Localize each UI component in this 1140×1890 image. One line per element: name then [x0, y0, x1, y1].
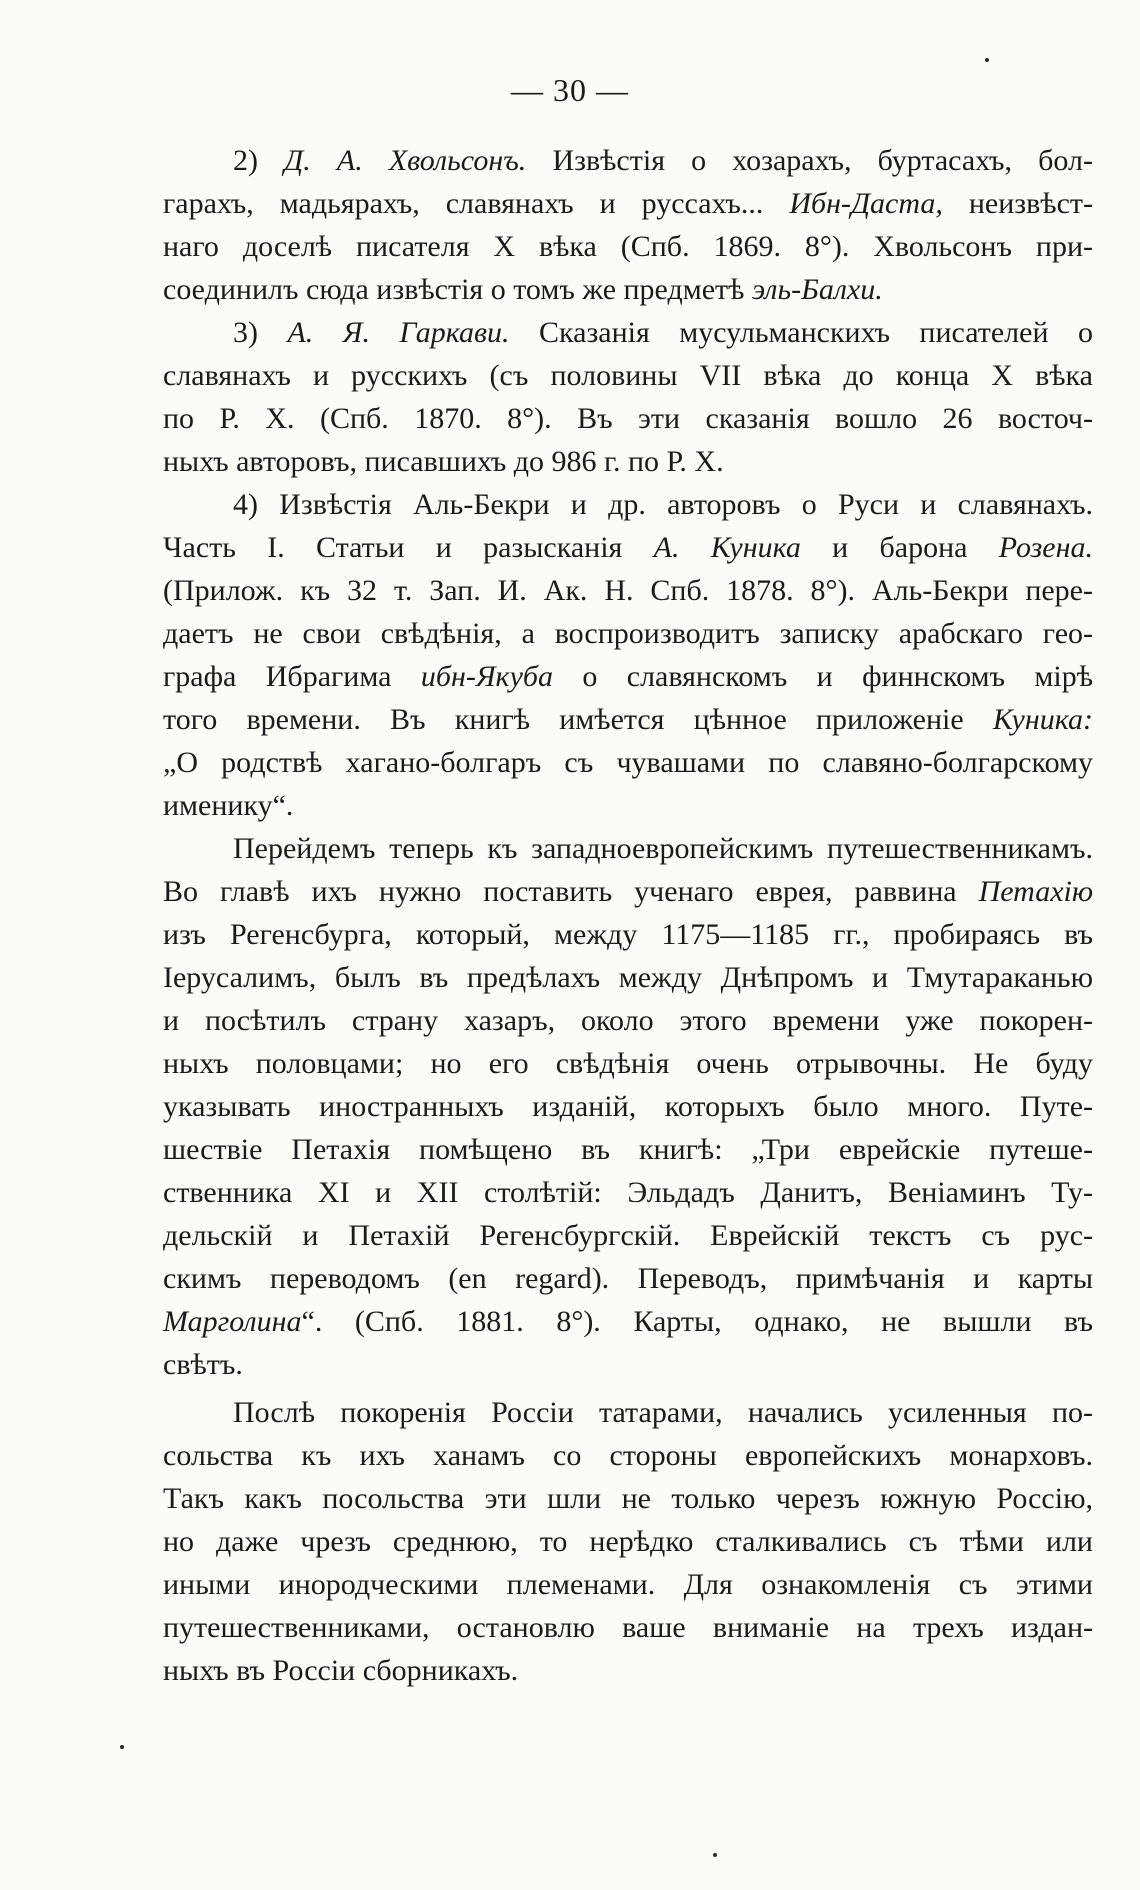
text-segment: изъ Регенсбурга, который, между 1175—1185 гг., пробираясь въ — [163, 918, 1093, 951]
text-line — [163, 613, 1093, 655]
text-line — [163, 1258, 1093, 1300]
text-line — [163, 742, 1093, 784]
text-segment: славянахъ и русскихъ (съ половины VII вѣка до конца X вѣка — [163, 359, 1093, 392]
text-segment: “. (Спб. 1881. 8°). Карты, однако, не вышли въ — [301, 1305, 1093, 1338]
text-line — [163, 398, 1093, 440]
scan-speck — [985, 58, 989, 62]
text-segment: и посѣтилъ страну хазаръ, около этого времени уже покорен- — [163, 1004, 1093, 1037]
text-segment: скимъ переводомъ (en regard). Переводъ, примѣчанія и карты — [163, 1262, 1093, 1295]
text-line — [163, 355, 1093, 397]
text-segment: свѣтъ. — [163, 1348, 243, 1381]
text-line — [163, 914, 1093, 956]
italic-segment: А. Я. Гаркави. — [287, 316, 510, 349]
text-line — [163, 1564, 1093, 1606]
italic-segment: Д. А. Хвольсонъ. — [284, 144, 527, 177]
scan-speck — [713, 1853, 717, 1857]
text-segment: путешественниками, остановлю ваше вниманіе на трехъ издан- — [163, 1611, 1093, 1644]
text-line — [163, 1043, 1093, 1085]
text-segment: ственника XI и XII столѣтій: Эльдадъ Данитъ, Веніаминъ Ту- — [163, 1176, 1093, 1209]
text-segment: Часть I. Статьи и разысканія — [163, 531, 654, 564]
italic-segment: Куника: — [992, 703, 1093, 736]
text-line — [163, 441, 1093, 483]
text-segment: неизвѣст- — [942, 187, 1093, 220]
italic-segment: эль-Балхи. — [751, 273, 883, 306]
text-segment: ныхъ авторовъ, писавшихъ до 986 г. по Р. X. — [163, 445, 724, 478]
text-line — [233, 1392, 1093, 1434]
italic-segment: Розена. — [998, 531, 1093, 564]
text-line — [163, 871, 1093, 913]
text-segment: дельскій и Петахій Регенсбургскій. Еврейскій текстъ съ рус- — [163, 1219, 1093, 1252]
text-line — [163, 957, 1093, 999]
text-segment: гарахъ, мадьярахъ, славянахъ и руссахъ... — [163, 187, 790, 220]
text-segment: и барона — [800, 531, 999, 564]
text-line — [163, 1000, 1093, 1042]
text-segment: даетъ не свои свѣдѣнія, а воспроизводитъ записку арабскаго гео- — [163, 617, 1093, 650]
text-line — [163, 226, 1093, 268]
text-segment: Послѣ покоренія Россіи татарами, начались усиленныя по- — [233, 1396, 1093, 1429]
page-number: — 30 — — [511, 72, 629, 108]
text-segment: 4) Извѣстія Аль-Бекри и др. авторовъ о Руси и славянахъ. — [233, 488, 1093, 521]
text-segment: Такъ какъ посольства эти шли не только черезъ южную Россію, — [163, 1482, 1093, 1515]
text-line — [233, 140, 1093, 182]
text-segment: 2) — [233, 144, 285, 177]
text-segment: соединилъ сюда извѣстія о томъ же предметѣ — [163, 273, 752, 306]
text-line — [163, 1086, 1093, 1128]
text-segment: шествіе Петахія помѣщено въ книгѣ: „Три еврейскіе путеше- — [163, 1133, 1093, 1166]
text-line — [163, 1607, 1093, 1649]
text-segment: иными инородческими племенами. Для ознакомленія съ этими — [163, 1568, 1093, 1601]
text-line — [163, 527, 1093, 569]
text-line — [163, 1344, 1093, 1386]
text-line — [163, 1650, 1093, 1692]
text-line — [233, 312, 1093, 354]
italic-segment: А. Куника — [653, 531, 801, 564]
text-line — [233, 828, 1093, 870]
text-segment: Сказанія мусульманскихъ писателей о — [509, 316, 1093, 349]
text-line — [163, 699, 1093, 741]
text-segment: о славянскомъ и финнскомъ мірѣ — [552, 660, 1094, 693]
text-line — [163, 570, 1093, 612]
italic-segment: Ибн-Даста, — [789, 187, 943, 220]
text-line — [163, 1215, 1093, 1257]
text-segment: ныхъ половцами; но его свѣдѣнія очень отрывочны. Не буду — [163, 1047, 1093, 1080]
text-segment: Извѣстія о хозарахъ, буртасахъ, бол- — [526, 144, 1093, 177]
text-segment: (Прилож. къ 32 т. Зап. И. Ак. Н. Спб. 1878. 8°). Аль-Бекри пере- — [163, 574, 1093, 607]
scan-speck — [120, 1745, 124, 1749]
text-segment: по Р. X. (Спб. 1870. 8°). Въ эти сказанія вошло 26 восточ- — [163, 402, 1093, 435]
text-segment: Во главѣ ихъ нужно поставить ученаго еврея, раввина — [163, 875, 979, 908]
text-segment: но даже чрезъ среднюю, то нерѣдко сталкивались съ тѣми или — [163, 1525, 1093, 1558]
text-line — [163, 656, 1093, 698]
text-segment: Перейдемъ теперь къ западноевропейскимъ путешественникамъ. — [233, 832, 1093, 865]
text-segment: того времени. Въ книгѣ имѣется цѣнное приложеніе — [163, 703, 993, 736]
text-segment: наго доселѣ писателя X вѣка (Спб. 1869. 8°). Хвольсонъ при- — [163, 230, 1093, 263]
text-line — [233, 484, 1093, 526]
text-line — [163, 1301, 1093, 1343]
italic-segment: Марголина — [163, 1305, 302, 1338]
text-line — [163, 1478, 1093, 1520]
text-segment: именику“. — [163, 789, 294, 822]
text-segment: ныхъ въ Россіи сборникахъ. — [163, 1654, 519, 1687]
italic-segment: ибн-Якуба — [420, 660, 553, 693]
text-line — [163, 1435, 1093, 1477]
italic-segment: Петахію — [978, 875, 1093, 908]
text-segment: Іерусалимъ, былъ въ предѣлахъ между Днѣпромъ и Тмутараканью — [163, 961, 1093, 994]
text-segment: 3) — [233, 316, 288, 349]
text-line — [163, 1521, 1093, 1563]
text-segment: указывать иностранныхъ изданій, которыхъ было много. Путе- — [163, 1090, 1093, 1123]
text-line — [163, 183, 1093, 225]
text-line — [163, 269, 1093, 311]
text-line — [163, 1129, 1093, 1171]
text-segment: графа Ибрагима — [163, 660, 421, 693]
text-line — [163, 1172, 1093, 1214]
text-segment: „О родствѣ хагано-болгаръ съ чувашами по славяно-болгарскому — [163, 746, 1093, 779]
text-line — [163, 785, 1093, 827]
text-segment: сольства къ ихъ ханамъ со стороны европейскихъ монарховъ. — [163, 1439, 1093, 1472]
